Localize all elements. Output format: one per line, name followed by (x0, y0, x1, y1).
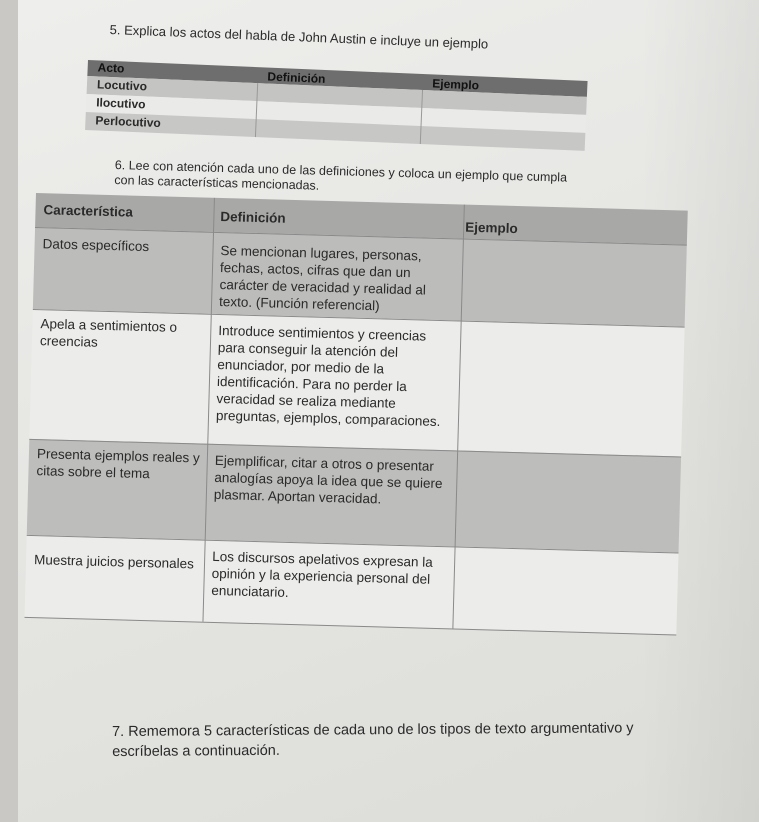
header-definicion: Definición (220, 209, 286, 226)
header-ejemplo: Ejemplo (432, 76, 480, 93)
row-locutivo: Locutivo (96, 77, 148, 94)
characteristics-table (23, 193, 687, 675)
cell-definicion: Introduce sentimientos y creencias para conseguir la atención del enunciador, por medio de la identificación. Para no perder la veracidad se realiza mediante preguntas, ejemplos, comparaciones. (215, 322, 441, 430)
cell-caracteristica: Presenta ejemplos reales y citas sobre el tema (36, 446, 200, 482)
question-6: 6. Lee con atención cada uno de las definiciones y coloca un ejemplo que cumpla con las características mencionadas. (114, 158, 568, 193)
header-ejemplo: Ejemplo (465, 219, 518, 237)
row-ilocutivo: Ilocutivo (95, 95, 146, 112)
question-7: 7. Rememora 5 características de cada uno de los tipos de texto argumentativo y escríbelas a continuación. (112, 720, 634, 760)
cell-caracteristica: Muestra juicios personales (33, 552, 195, 572)
header-acto: Acto (97, 60, 125, 76)
cell-caracteristica: Datos específicos (42, 236, 150, 255)
cell-definicion: Se mencionan lugares, personas, fechas, actos, cifras que dan un carácter de veracidad y realidad al texto. (Función referencial) (218, 243, 427, 314)
cell-caracteristica: Apela a sentimientos o creencias (39, 316, 178, 350)
question-5: 5. Explica los actos del habla de John Austin e incluye un ejemplo (109, 22, 489, 52)
header-caracteristica: Característica (43, 202, 134, 220)
row-perlocutivo: Perlocutivo (95, 113, 162, 131)
cell-definicion: Los discursos apelativos expresan la opinión y la experiencia personal del enunciatario. (211, 548, 433, 600)
header-definicion: Definición (267, 69, 326, 86)
cell-definicion: Ejemplificar, citar a otros o presentar analogías apoya la idea que se quiere plasmar. Aportan veracidad. (213, 452, 443, 507)
